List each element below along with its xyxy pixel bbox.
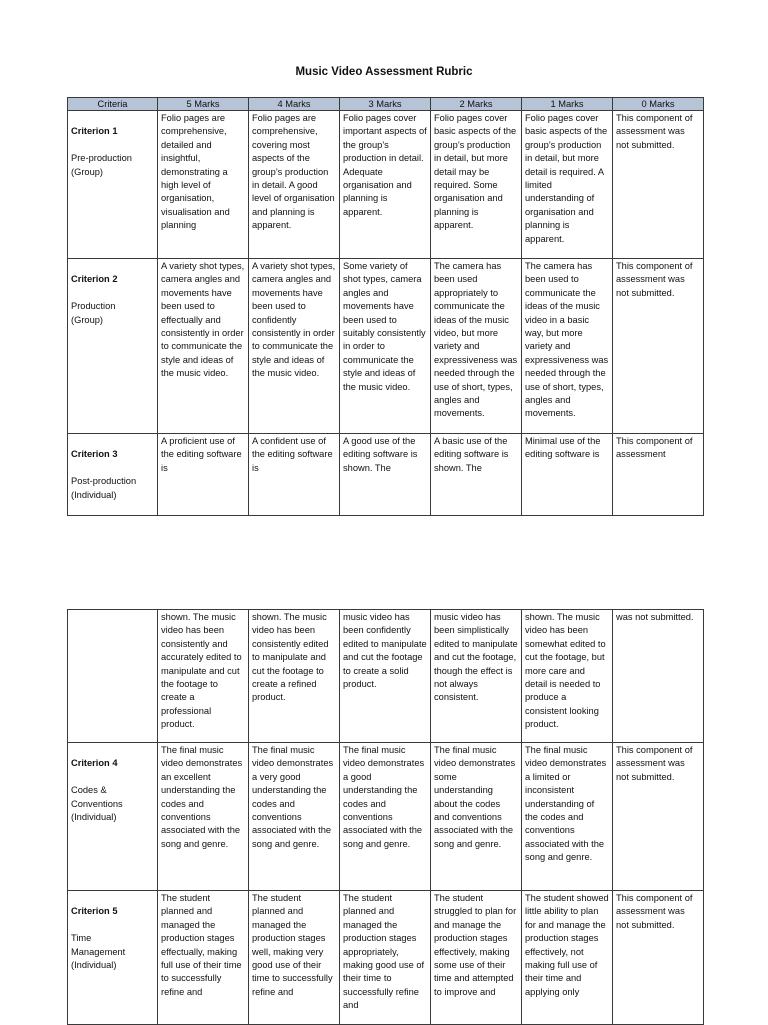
rubric-cell: Folio pages cover basic aspects of the group’s production in detail, but more detail is required. A limited understanding of organisation and planning is apparent.: [522, 111, 613, 259]
header-2-marks: 2 Marks: [431, 98, 522, 111]
header-1-marks: 1 Marks: [522, 98, 613, 111]
criterion-subtitle: Post-production (Individual): [71, 476, 137, 500]
table-row: [68, 610, 704, 743]
criterion-cell: [68, 259, 158, 434]
criterion-title: Criterion 2: [71, 274, 118, 285]
criterion-cell: [68, 434, 158, 516]
rubric-cell: This component of assessment was not submitted.: [613, 891, 704, 1025]
criterion-title: Criterion 4: [71, 758, 118, 769]
rubric-cell: The final music video demonstrates a good understanding the codes and conventions associated with the song and genre.: [340, 743, 431, 891]
rubric-table-part-2: [67, 609, 704, 1025]
rubric-cell: The final music video demonstrates a limited or inconsistent understanding of the codes and conventions associated with the song and genre.: [522, 743, 613, 891]
rubric-cell: A confident use of the editing software is: [249, 434, 340, 516]
rubric-cell: was not submitted.: [613, 610, 704, 743]
rubric-cell: This component of assessment was not submitted.: [613, 259, 704, 434]
rubric-cell: The final music video demonstrates an excellent understanding the codes and conventions associated with the song and genre.: [158, 743, 249, 891]
rubric-cell: music video has been simplistically edited to manipulate and cut the footage, though the effect is not always consistent.: [431, 610, 522, 743]
criterion-subtitle: Codes & Conventions (Individual): [71, 785, 123, 823]
header-3-marks: 3 Marks: [340, 98, 431, 111]
rubric-cell: The student planned and managed the production stages well, making very good use of their time to successfully refine and: [249, 891, 340, 1025]
table-row: [68, 743, 704, 891]
criterion-title: Criterion 1: [71, 126, 118, 137]
rubric-table-part-1: [67, 97, 704, 516]
criterion-title: Criterion 3: [71, 449, 118, 460]
table-row: [68, 434, 704, 516]
rubric-cell: A proficient use of the editing software is: [158, 434, 249, 516]
rubric-cell: Folio pages cover important aspects of the group’s production in detail. Adequate organisation and planning is apparent.: [340, 111, 431, 259]
rubric-cell: shown. The music video has been consistently edited to manipulate and cut the footage to create a refined product.: [249, 610, 340, 743]
criterion-cell: [68, 610, 158, 743]
rubric-cell: The camera has been used appropriately to communicate the ideas of the music video, but more variety and expressiveness was needed through the use of short, types, angles and movements.: [431, 259, 522, 434]
rubric-cell: Folio pages are comprehensive, covering most aspects of the group’s production in detail. A good level of organisation and planning is apparent.: [249, 111, 340, 259]
criterion-cell: [68, 891, 158, 1025]
criterion-subtitle: Production (Group): [71, 301, 116, 325]
table-row: [68, 111, 704, 259]
rubric-cell: A good use of the editing software is shown. The: [340, 434, 431, 516]
criterion-subtitle: Pre-production (Group): [71, 153, 132, 177]
rubric-cell: shown. The music video has been somewhat edited to cut the footage, but more care and detail is needed to produce a consistent looking product.: [522, 610, 613, 743]
rubric-cell: A variety shot types, camera angles and movements have been used to effectually and consistently in order to communicate the style and ideas of the music video.: [158, 259, 249, 434]
table-row: [68, 259, 704, 434]
header-row: [68, 98, 704, 111]
rubric-cell: The student showed little ability to plan for and manage the production stages effectively, not making full use of their time and applying only: [522, 891, 613, 1025]
rubric-cell: music video has been confidently edited to manipulate and cut the footage to create a solid product.: [340, 610, 431, 743]
rubric-cell: The student planned and managed the production stages appropriately, making good use of their time to successfully refine and: [340, 891, 431, 1025]
header-5-marks: 5 Marks: [158, 98, 249, 111]
page-title: Music Video Assessment Rubric: [295, 66, 473, 78]
criterion-cell: [68, 111, 158, 259]
rubric-cell: The student struggled to plan for and manage the production stages effectively, making some use of their time and attempted to improve and: [431, 891, 522, 1025]
header-0-marks: 0 Marks: [613, 98, 704, 111]
criterion-cell: [68, 743, 158, 891]
rubric-cell: A basic use of the editing software is shown. The: [431, 434, 522, 516]
rubric-cell: This component of assessment was not submitted.: [613, 111, 704, 259]
rubric-cell: The student planned and managed the production stages effectually, making full use of their time to successfully refine and: [158, 891, 249, 1025]
rubric-cell: This component of assessment: [613, 434, 704, 516]
rubric-cell: shown. The music video has been consistently and accurately edited to manipulate and cut the footage to create a professional product.: [158, 610, 249, 743]
rubric-cell: Some variety of shot types, camera angles and movements have been used to suitably consistently in order to communicate the style and ideas of the music video.: [340, 259, 431, 434]
rubric-cell: A variety shot types, camera angles and movements have been used to confidently consistently in order to communicate the style and ideas of the music video.: [249, 259, 340, 434]
table-row: [68, 891, 704, 1025]
rubric-cell: The final music video demonstrates some understanding about the codes and conventions associated with the song and genre.: [431, 743, 522, 891]
rubric-cell: The final music video demonstrates a very good understanding the codes and conventions associated with the song and genre.: [249, 743, 340, 891]
rubric-cell: Folio pages are comprehensive, detailed and insightful, demonstrating a high level of organisation, visualisation and planning: [158, 111, 249, 259]
criterion-subtitle: Time Management (Individual): [71, 933, 126, 971]
header-4-marks: 4 Marks: [249, 98, 340, 111]
rubric-cell: Folio pages cover basic aspects of the group’s production in detail, but more detail may be required. Some organisation and planning is apparent.: [431, 111, 522, 259]
rubric-cell: This component of assessment was not submitted.: [613, 743, 704, 891]
rubric-cell: Minimal use of the editing software is: [522, 434, 613, 516]
header-criteria: Criteria: [68, 98, 158, 111]
rubric-cell: The camera has been used to communicate the ideas of the music video in a basic way, but more variety and expressiveness was needed through the use of short, types, angles and movements.: [522, 259, 613, 434]
criterion-title: Criterion 5: [71, 906, 118, 917]
